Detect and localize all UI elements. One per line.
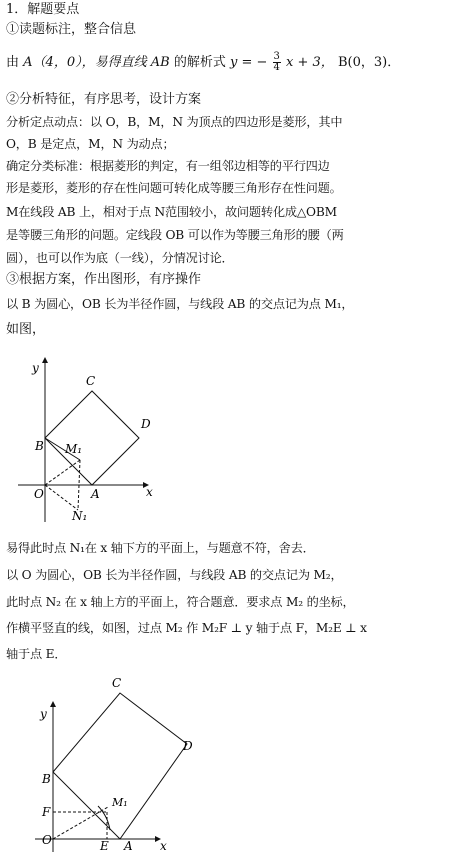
label-m1: M₁: [65, 442, 83, 456]
label-x: x: [146, 485, 153, 499]
fraction-numerator: 3: [273, 51, 280, 62]
paragraph-line: 轴于点 E．: [6, 647, 67, 661]
paragraph-line: 确定分类标准：根据菱形的判定，有一组邻边相等的平行四边: [6, 159, 330, 173]
paragraph-line: 如图，: [6, 322, 46, 337]
paragraph-line: O，B 是定点，M，N 为动点；: [6, 137, 175, 151]
square-bcda: [45, 391, 139, 485]
label-n1: N₁: [72, 509, 88, 523]
label-m1: M₁: [112, 796, 128, 809]
paragraph-line: 作横平竖直的线，如图，过点 M₂ 作 M₂F ⊥ y 轴于点 F，M₂E ⊥ x: [6, 621, 367, 635]
label-d: D: [141, 417, 151, 431]
paragraph-line: 此时点 N₂ 在 x 轴上方的平面上，符合题意．要求点 M₂ 的坐标，: [6, 595, 355, 609]
label-x: x: [160, 839, 167, 852]
step-3-heading: ③根据方案，作出图形，有序操作: [6, 272, 202, 287]
eq-y: y = −: [229, 55, 268, 70]
paragraph-line: 形是菱形，菱形的存在性问题可转化成等腰三角形存在性问题。: [6, 181, 342, 195]
label-c: C: [112, 676, 122, 690]
label-o: O: [42, 833, 52, 847]
section-heading: 1．解题要点: [6, 2, 80, 17]
eq-tail: x + 3，: [286, 55, 334, 70]
label-e: E: [100, 839, 109, 852]
paragraph-line: 以 B 为圆心，OB 长为半径作圆，与线段 AB 的交点记为点 M₁，: [6, 297, 354, 311]
paragraph-line: 以 O 为圆心，OB 长为半径作圆，与线段 AB 的交点记为 M₂，: [6, 568, 343, 582]
fraction-denominator: 4: [273, 62, 280, 73]
label-b: B: [42, 772, 51, 786]
paragraph-line: M在线段 AB 上，相对于点 N范围较小，故问题转化成△OBM: [6, 205, 337, 219]
label-b: B: [35, 439, 44, 453]
label-y: y: [32, 361, 39, 375]
eq-ab: AB: [150, 55, 170, 70]
arc-radius: [98, 806, 110, 830]
label-a: A: [124, 839, 133, 852]
eq-prefix: 由: [6, 55, 20, 70]
eq-point-a: A（4，0），易得直线: [23, 55, 147, 70]
paragraph-line: 是等腰三角形的问题。定线段 OB 可以作为等腰三角形的腰（两: [6, 228, 344, 242]
eq-mid: 的解析式: [173, 55, 226, 70]
figure-1: [10, 352, 180, 524]
paragraph-line: 分析定点动点：以 O，B，M，N 为顶点的四边形是菱形，其中: [6, 115, 343, 129]
paragraph-line: 易得此时点 N₁在 x 轴下方的平面上，与题意不符，舍去．: [6, 541, 315, 555]
label-c: C: [86, 374, 96, 388]
paragraph-line: 圆），也可以作为底（一线），分情况讨论．: [6, 251, 234, 265]
label-y: y: [40, 707, 47, 721]
figure-2: [30, 674, 210, 852]
label-o: O: [34, 487, 44, 501]
eq-point-b: B(0，3)．: [337, 55, 401, 70]
label-f: F: [42, 805, 51, 819]
label-d: D: [183, 739, 193, 753]
step-1-heading: ①读题标注，整合信息: [6, 22, 137, 37]
step-2-heading: ②分析特征，有序思考，设计方案: [6, 92, 202, 107]
line-equation: [6, 52, 400, 73]
dash-o-n: [45, 485, 78, 510]
dash-o-m: [45, 460, 80, 485]
label-a: A: [91, 487, 100, 501]
fraction: [273, 52, 281, 73]
square-bcda: [53, 693, 187, 839]
